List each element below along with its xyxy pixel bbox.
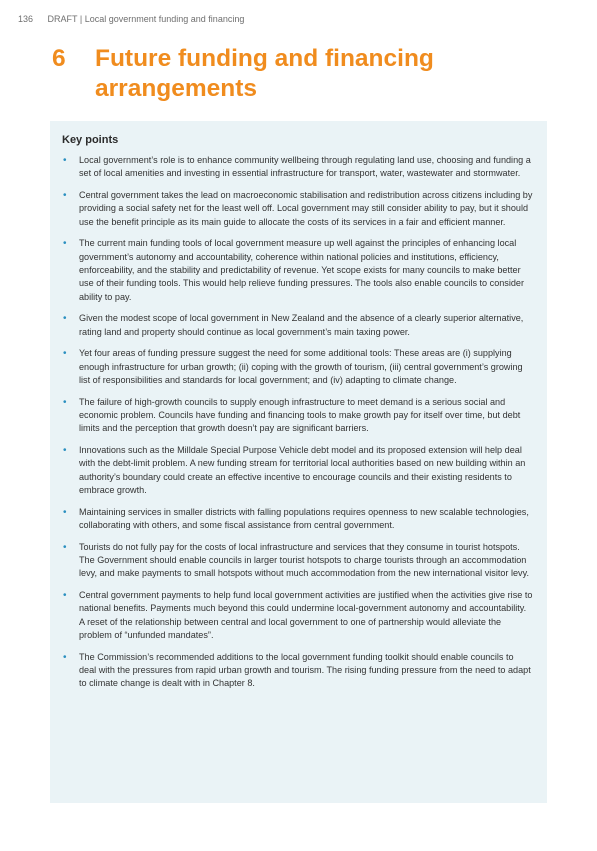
chapter-title-line-1: Future funding and financing [95, 45, 434, 72]
running-title: DRAFT | Local government funding and financing [47, 14, 245, 24]
key-point-text: Innovations such as the Milldale Special Purpose Vehicle debt model and its proposed extension will help deal with the debt-limit problem. A new funding stream for territorial local authorities based on new building within an authority’s boundary could create an effective incentive to encourage councils and their existing residents to embrace growth. [79, 444, 526, 495]
key-point-text: Central government takes the lead on macroeconomic stabilisation and redistribution across citizens including by providing a social safety net for the least well off. Local government may still consider ability to pay, but it should use the benefit principle as its main guide to allocate the costs of its services in a fair and efficient manner. [79, 189, 533, 227]
key-points-box [50, 121, 547, 803]
key-point-text: Central government payments to help fund local government activities are justified when the activities give rise to national benefits. Payments much beyond this could undermine local-government autonomy and accountability. A reset of the relationship between central and local government to one of partnership would alleviate the problem of “unfunded mandates”. [79, 589, 533, 640]
running-header [18, 14, 244, 24]
key-points-heading: Key points [62, 134, 119, 146]
bullet-icon: • [63, 238, 67, 250]
key-point-item [62, 651, 533, 691]
key-point-text: The Commission’s recommended additions to the local government funding toolkit should enable councils to deal with the pressures from rapid urban growth and tourism. The rising funding pressure from the need to adapt to climate change is dealt with in Chapter 8. [79, 651, 531, 689]
key-point-text: Tourists do not fully pay for the costs of local infrastructure and services that they consume in tourist hotspots. The Government should enable councils in larger tourist hotspots to charge tourists through an accommodation levy, and make payments to small hotspots without much accommodation from the new international visitor levy. [79, 541, 530, 579]
key-point-item [62, 237, 533, 304]
key-point-item [62, 154, 533, 181]
key-point-item [62, 589, 533, 642]
key-point-text: Yet four areas of funding pressure suggest the need for some additional tools: These areas are (i) supplying enough infrastructure for urban growth; (ii) coping with the growth of tourism, (iii) central government’s growing list of responsibilities and standards for local government; and (iv) adapting to climate change. [79, 348, 523, 385]
bullet-icon: • [63, 348, 67, 360]
key-point-item [62, 541, 533, 581]
key-point-text: Local government’s role is to enhance community wellbeing through regulating land use, choosing and funding a set of local amenities and investing in essential infrastructure for transport, water, wastewater and stormwater. [79, 155, 531, 179]
bullet-icon: • [63, 506, 67, 518]
key-point-text: Given the modest scope of local government in New Zealand and the absence of a clearly superior alternative, rating land and property should continue as local government’s main taxing power. [79, 313, 524, 337]
chapter-number: 6 [52, 45, 66, 72]
chapter-title [95, 44, 495, 104]
bullet-icon: • [63, 396, 67, 408]
key-point-item [62, 444, 533, 497]
page-number: 136 [18, 14, 34, 24]
key-point-item [62, 506, 533, 533]
key-point-text: The current main funding tools of local government measure up well against the principles of enhancing local government’s autonomy and accountability, coherence within national policies and institutions, efficiency, enforceability, and the stability and predictability of revenue. Yet scope exists for many councils to make better use of their funding tools. This would help relieve funding pressures. The tools also enable councils to consider ability to pay. [79, 238, 525, 302]
key-point-item [62, 189, 533, 229]
key-point-item [62, 347, 533, 387]
key-point-text: Maintaining services in smaller districts with falling populations requires openness to new scalable technologies, collaborating with others, and some fiscal assistance from central government. [79, 506, 529, 530]
bullet-icon: • [63, 589, 67, 601]
key-point-item [62, 312, 533, 339]
bullet-icon: • [63, 189, 67, 201]
bullet-icon: • [63, 313, 67, 325]
bullet-icon: • [63, 444, 67, 456]
bullet-icon: • [63, 651, 67, 663]
key-point-text: The failure of high-growth councils to supply enough infrastructure to meet demand is a serious social and economic problem. Councils have funding and financing tools to make growth pay for itself over time, but debt limits and the perception that growth doesn’t pay are significant barriers. [79, 396, 521, 434]
key-point-item [62, 396, 533, 436]
key-points-list [62, 154, 533, 691]
chapter-title-line-2: arrangements [95, 75, 258, 102]
bullet-icon: • [63, 541, 67, 553]
bullet-icon: • [63, 155, 67, 166]
